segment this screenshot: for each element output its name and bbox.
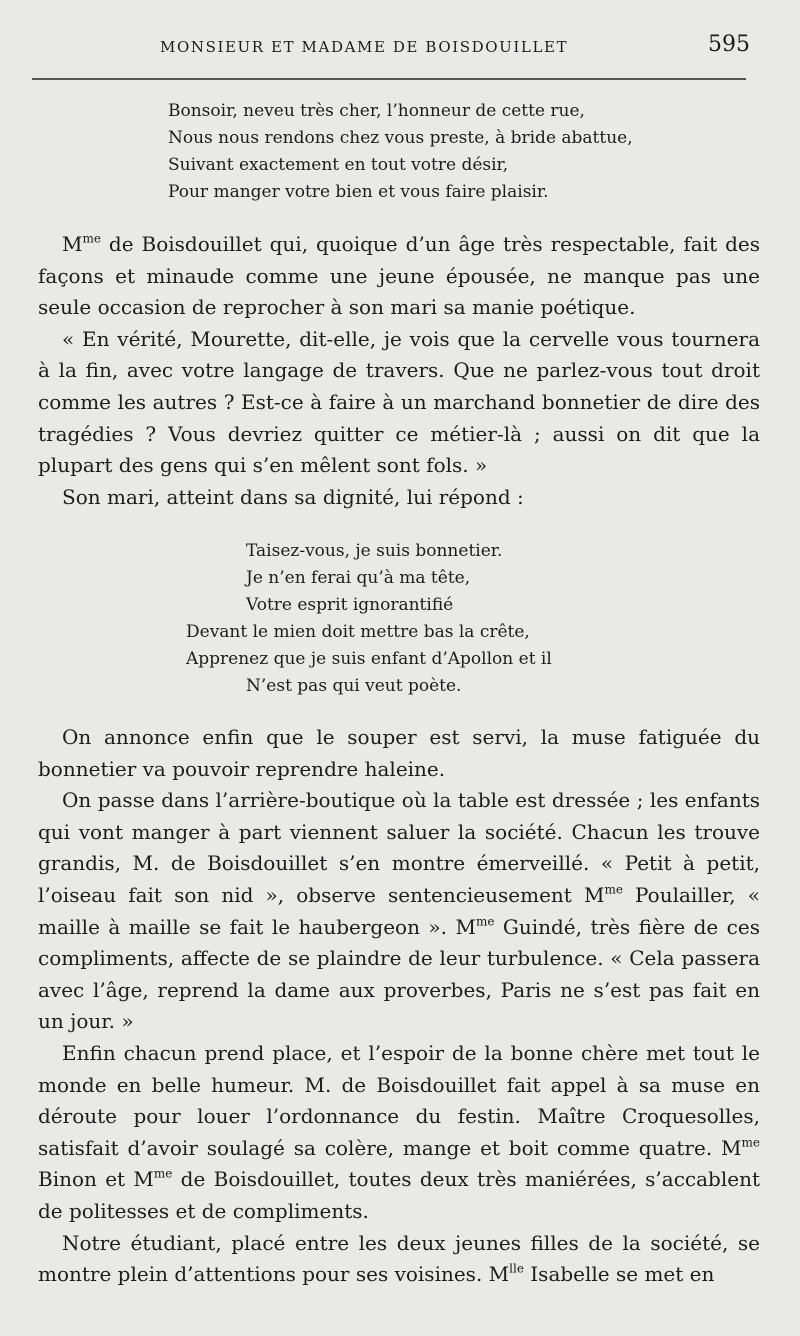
verse-line: Suivant exactement en tout votre désir, <box>168 155 509 175</box>
paragraph: Enfin chacun prend place, et l’espoir de la bonne chère met tout le monde en belle humeur. M. de Boisdouillet fait appel à sa muse en déroute pour louer l’ordonnance du festin. Maître Croquesolles, satisfait d’avoir soulagé sa colère, mange et boit comme quatre. $M^{me}$ Binon et $M^{me}$ de Boisdouillet, toutes deux très maniérées, s’accablent de politesses et de compliments. <box>38 1040 760 1223</box>
verse-line: Je n’en ferai qu’à ma tête, <box>246 568 471 588</box>
verse-block-2 <box>186 538 552 700</box>
prose-block-1 <box>38 229 760 513</box>
verse-line: Devant le mien doit mettre bas la crête, <box>186 622 530 642</box>
verse-line: Pour manger votre bien et vous faire plaisir. <box>168 182 549 202</box>
verse-line: N’est pas qui veut poète. <box>246 676 462 696</box>
prose-block-2 <box>38 722 760 1291</box>
verse-line: Taisez-vous, je suis bonnetier. <box>246 541 503 561</box>
paragraph: On annonce enfin que le souper est servi, la muse fatiguée du bonnetier va pouvoir reprendre haleine. <box>38 725 760 781</box>
paragraph: $M^{me}$ de Boisdouillet qui, quoique d’un âge très respectable, fait des façons et minaude comme une jeune épousée, ne manque pas une seule occasion de reprocher à son mari sa manie poétique. <box>38 231 760 320</box>
verse-line: Votre esprit ignorantifié <box>246 595 454 615</box>
paragraph: « En vérité, Mourette, dit-elle, je vois que la cervelle vous tournera à la fin, avec votre langage de travers. Que ne parlez-vous tout droit comme les autres ? Est-ce à faire à un marchand bonnetier de dire des tragédies ? Vous devriez quitter ce métier-là ; aussi on dit que la plupart des gens qui s’en mêlent sont fols. » <box>38 326 760 478</box>
page-number: 595 <box>708 32 750 57</box>
running-title: MONSIEUR ET MADAME DE BOISDOUILLET <box>160 38 569 56</box>
page-header <box>0 28 800 68</box>
verse-block-1 <box>168 98 633 206</box>
header-rule <box>32 78 746 80</box>
verse-line: Apprenez que je suis enfant d’Apollon et il <box>186 649 552 669</box>
paragraph: Son mari, atteint dans sa dignité, lui répond : <box>62 484 524 509</box>
paragraph: On passe dans l’arrière-boutique où la table est dressée ; les enfants qui vont manger à part viennent saluer la société. Chacun les trouve grandis, M. de Boisdouillet s’en montre émerveillé. « Petit à petit, l’oiseau fait son nid », observe sentencieusement $M^{me}$ Poulailler, « maille à maille se fait le haubergeon ». $M^{me}$ Guindé, très fière de ces compliments, affecte de se plaindre de leur turbulence. « Cela passera avec l’âge, reprend la dame aux proverbes, Paris ne s’est pas fait en un jour. » <box>38 788 761 1034</box>
verse-line: Nous nous rendons chez vous preste, à bride abattue, <box>168 128 633 148</box>
verse-line: Bonsoir, neveu très cher, l’honneur de cette rue, <box>168 101 585 121</box>
paragraph: Notre étudiant, placé entre les deux jeunes filles de la société, se montre plein d’attentions pour ses voisines. $M^{lle}$ Isabelle se met en <box>38 1230 760 1287</box>
